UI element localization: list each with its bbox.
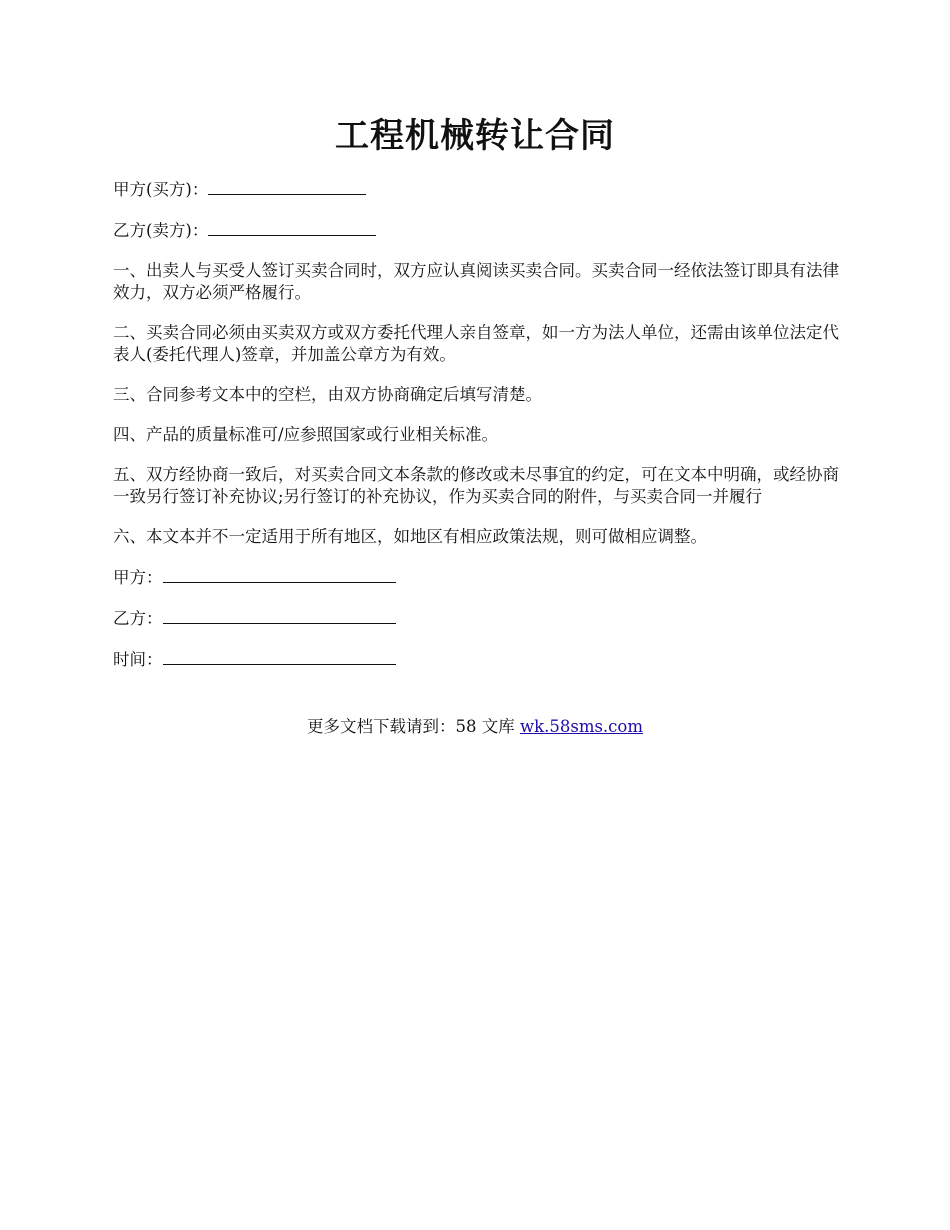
party-b-seller-label: 乙方(卖方)： xyxy=(113,221,209,240)
document-title: 工程机械转让合同 xyxy=(335,116,615,156)
party-a-buyer-label: 甲方(买方)： xyxy=(113,180,209,199)
footer-link[interactable]: wk.58sms.com xyxy=(519,717,643,736)
party-b-seller-blank xyxy=(208,219,376,236)
party-a-buyer-line xyxy=(113,178,853,201)
clause-6: 六、本文本并不一定适用于所有地区，如地区有相应政策法规，则可做相应调整。 xyxy=(113,527,707,546)
clause-5: 五、双方经协商一致后，对买卖合同文本条款的修改或未尽事宜的约定，可在文本中明确，或经协商一致另行签订补充协议;另行签订的补充协议，作为买卖合同的附件，与买卖合同一并履行 xyxy=(113,465,839,506)
party-a-buyer-blank xyxy=(208,178,366,195)
footer-text: 更多文档下载请到：58 文库 xyxy=(306,717,520,736)
signature-time-line xyxy=(113,648,853,671)
clause-1: 一、出卖人与买受人签订买卖合同时，双方应认真阅读买卖合同。买卖合同一经依法签订即具有法律效力，双方必须严格履行。 xyxy=(113,261,839,302)
footer-download-note xyxy=(0,716,950,738)
clause-3: 三、合同参考文本中的空栏，由双方协商确定后填写清楚。 xyxy=(113,385,542,404)
signature-party-a-line xyxy=(113,566,853,589)
signature-party-a-blank xyxy=(163,566,396,583)
signature-party-b-line xyxy=(113,607,853,630)
signature-party-a-label: 甲方： xyxy=(113,568,163,587)
clause-4: 四、产品的质量标准可/应参照国家或行业相关标准。 xyxy=(113,425,499,444)
signature-time-label: 时间： xyxy=(113,650,163,669)
signature-time-blank xyxy=(163,648,396,665)
signature-party-b-label: 乙方： xyxy=(113,609,163,628)
party-b-seller-line xyxy=(113,219,853,242)
clause-2: 二、买卖合同必须由买卖双方或双方委托代理人亲自签章，如一方为法人单位，还需由该单位法定代表人(委托代理人)签章，并加盖公章方为有效。 xyxy=(113,323,839,364)
signature-party-b-blank xyxy=(163,607,396,624)
document-body xyxy=(113,178,853,689)
